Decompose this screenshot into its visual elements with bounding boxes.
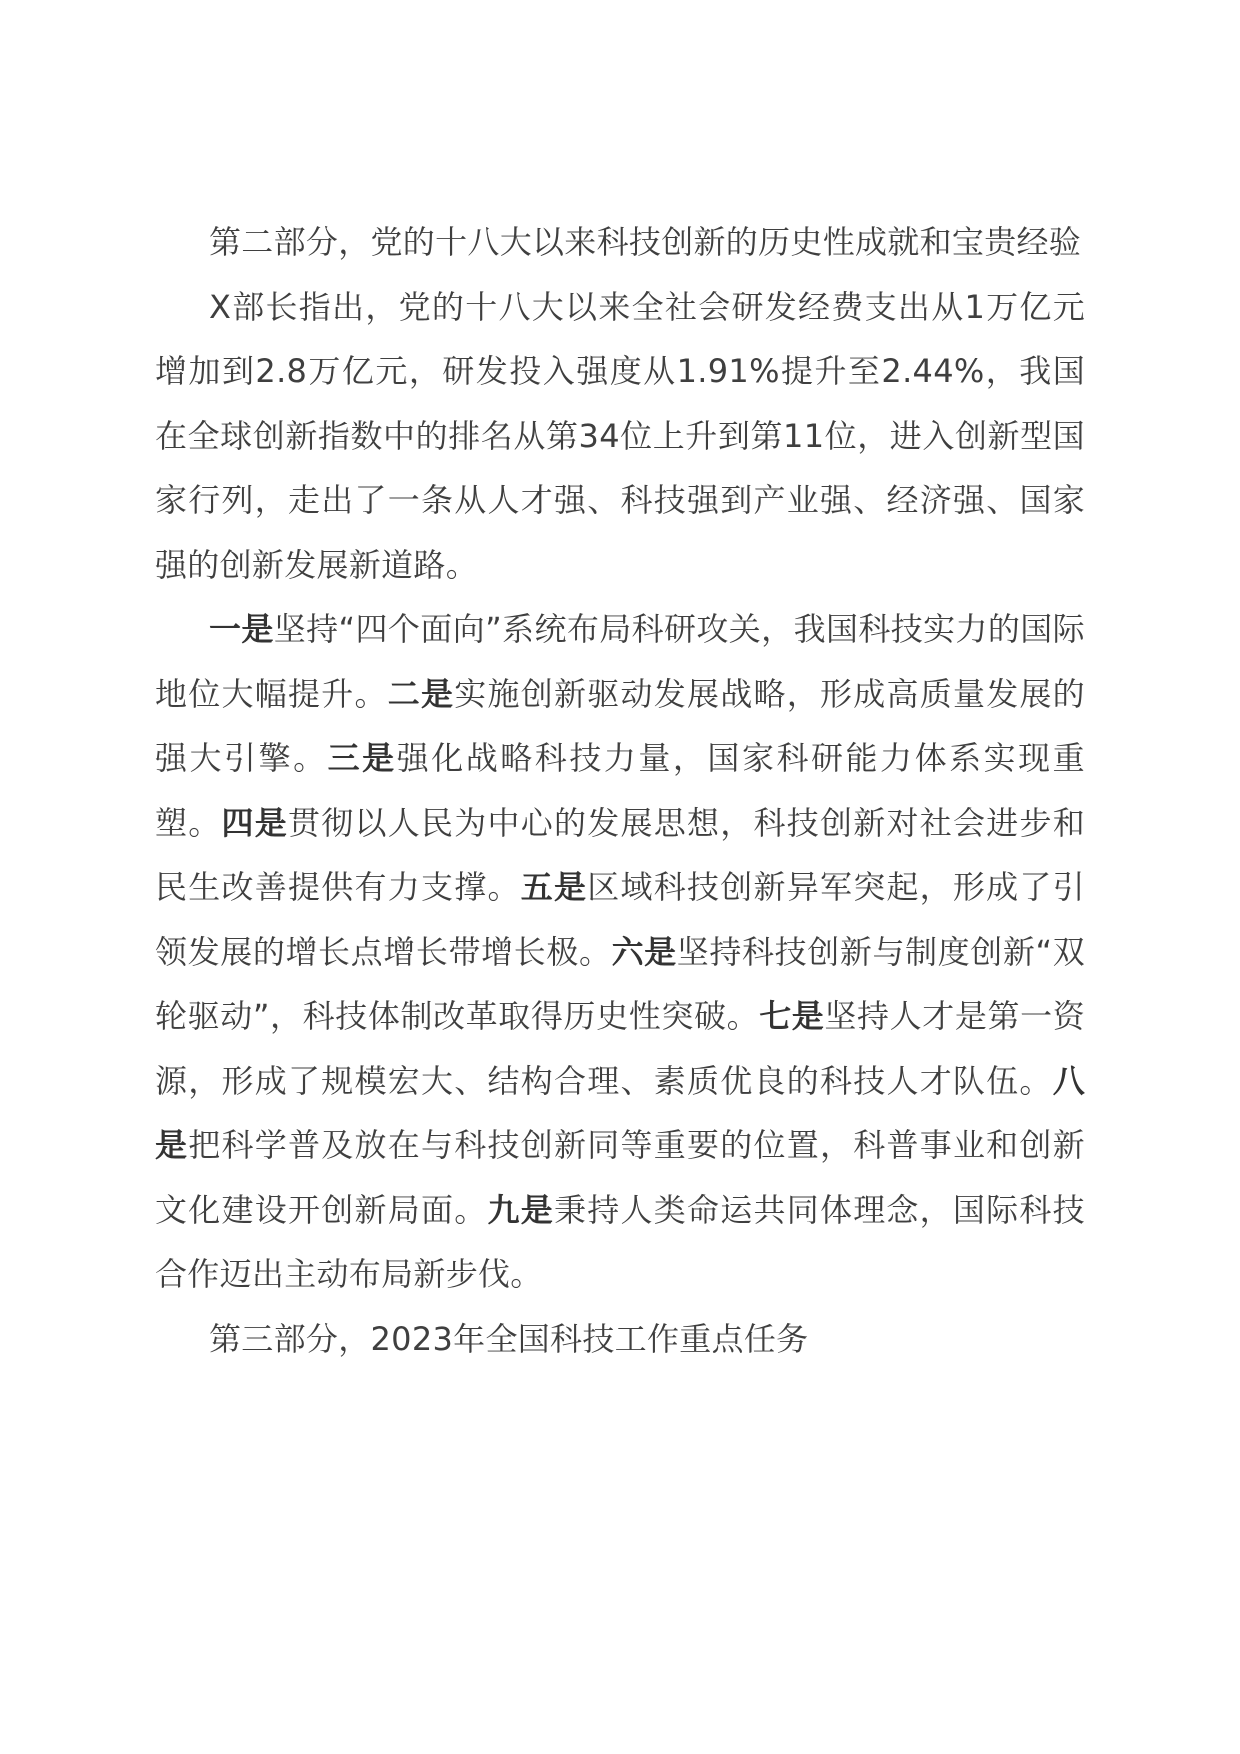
achievement-text-2: 实施创新驱动发展战略，形成高质量发展的强大引擎。: [155, 674, 1085, 777]
achievement-marker-5: 五是: [520, 868, 588, 906]
intro-paragraph: X部长指出，党的十八大以来全社会研发经费支出从1万亿元增加到2.8万亿元，研发投入强度从1.91%提升至2.44%，我国在全球创新指数中的排名从第34位上升到第11位，进入创新型国家行列，走出了一条从人才强、科技强到产业强、经济强、国家强的创新发展新道路。: [155, 287, 1085, 584]
part3-heading: 第三部分，2023年全国科技工作重点任务: [209, 1319, 809, 1358]
achievement-text-6: 坚持科技创新与制度创新“双轮驱动”，科技体制改革取得历史性突破。: [155, 932, 1086, 1035]
achievement-marker-7: 七是: [759, 997, 825, 1035]
achievement-text-4: 贯彻以人民为中心的发展思想，科技创新对社会进步和民生改善提供有力支撑。: [155, 803, 1085, 906]
achievement-marker-6: 六是: [611, 932, 677, 971]
achievement-text-5: 区域科技创新异军突起，形成了引领发展的增长点增长带增长极。: [155, 868, 1085, 971]
achievement-marker-1: 一是: [209, 610, 274, 648]
achievement-marker-8: 八是: [155, 1061, 1085, 1164]
document-page: [155, 210, 1085, 1371]
achievement-text-1: 坚持“四个面向”系统布局科研攻关，我国科技实力的国际地位大幅提升。: [155, 610, 1085, 713]
achievement-marker-3: 三是: [327, 739, 397, 777]
achievements-paragraph: [155, 597, 1085, 1307]
achievement-marker-9: 九是: [487, 1190, 554, 1229]
achievement-text-9: 秉持人类命运共同体理念，国际科技合作迈出主动布局新步伐。: [155, 1190, 1085, 1293]
achievement-text-8: 把科学普及放在与科技创新同等重要的位置，科普事业和创新文化建设开创新局面。: [155, 1126, 1085, 1229]
achievement-marker-2: 二是: [387, 674, 455, 713]
part2-heading: 第二部分，党的十八大以来科技创新的历史性成就和宝贵经验: [209, 223, 1082, 261]
achievement-text-7: 坚持人才是第一资源，形成了规模宏大、结构合理、素质优良的科技人才队伍。: [155, 997, 1085, 1100]
achievement-text-3: 强化战略科技力量，国家科研能力体系实现重塑。: [155, 739, 1085, 842]
achievement-marker-4: 四是: [221, 803, 288, 842]
